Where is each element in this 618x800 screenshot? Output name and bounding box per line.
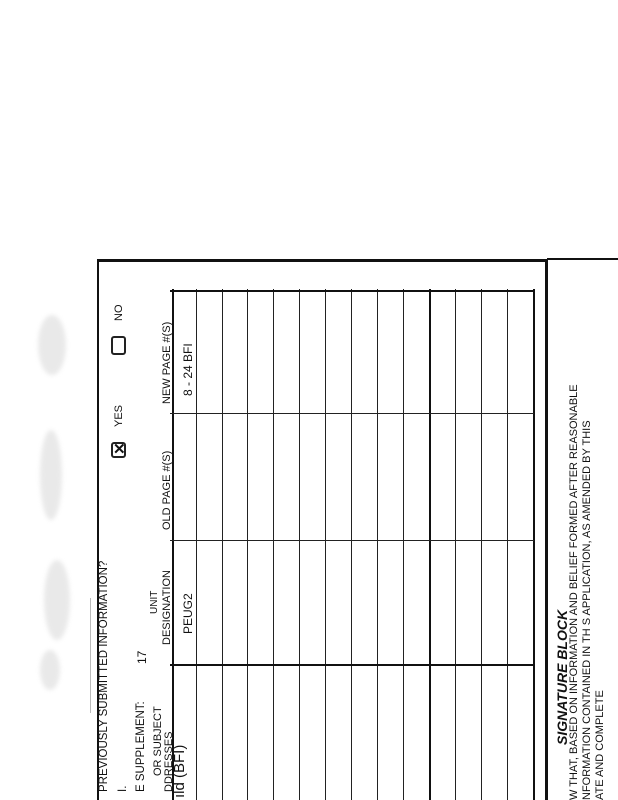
header-subject-addresses-2: DDRESSES bbox=[163, 731, 175, 792]
supplement-value: 17 bbox=[135, 650, 149, 664]
form-right-border bbox=[545, 259, 548, 800]
yes-checkbox[interactable] bbox=[111, 442, 126, 458]
row1-new-page: 8 - 24 BFI bbox=[181, 343, 195, 396]
no-label: NO bbox=[113, 304, 125, 321]
header-new-page: NEW PAGE #(S) bbox=[161, 321, 173, 404]
form-right-edge-top bbox=[547, 258, 618, 260]
signature-line-2: NFORMATION CONTAINED IN TH S APPLICATION, AS AMENDED BY THIS bbox=[581, 420, 593, 800]
signature-line-3: ATE AND COMPLETE bbox=[594, 690, 606, 800]
previous-info-question: PREVIOUSLY SUBMITTED INFORMATION? bbox=[98, 560, 110, 792]
header-subject-addresses-1: OR SUBJECT bbox=[152, 706, 164, 776]
header-old-page: OLD PAGE #(S) bbox=[161, 450, 173, 530]
form-line-2: I. bbox=[117, 785, 129, 792]
no-checkbox[interactable] bbox=[111, 336, 126, 355]
header-unit-2: DESIGNATION bbox=[161, 570, 173, 645]
yes-label: YES bbox=[113, 404, 125, 427]
row1-subject: ıld (BFI) bbox=[171, 744, 188, 798]
supplement-label: E SUPPLEMENT: bbox=[135, 701, 147, 792]
scan-artifact-line bbox=[90, 598, 91, 713]
header-unit-1: UNIT bbox=[149, 590, 160, 614]
form-top-border bbox=[97, 259, 547, 262]
signature-block-title: SIGNATURE BLOCK bbox=[554, 609, 570, 745]
row1-unit: PEUG2 bbox=[181, 593, 195, 634]
signature-line-1: W THAT, BASED ON INFORMATION AND BELIEF FORMED AFTER REASONABLE bbox=[568, 384, 580, 800]
x-mark-icon: ✕ bbox=[113, 441, 126, 458]
